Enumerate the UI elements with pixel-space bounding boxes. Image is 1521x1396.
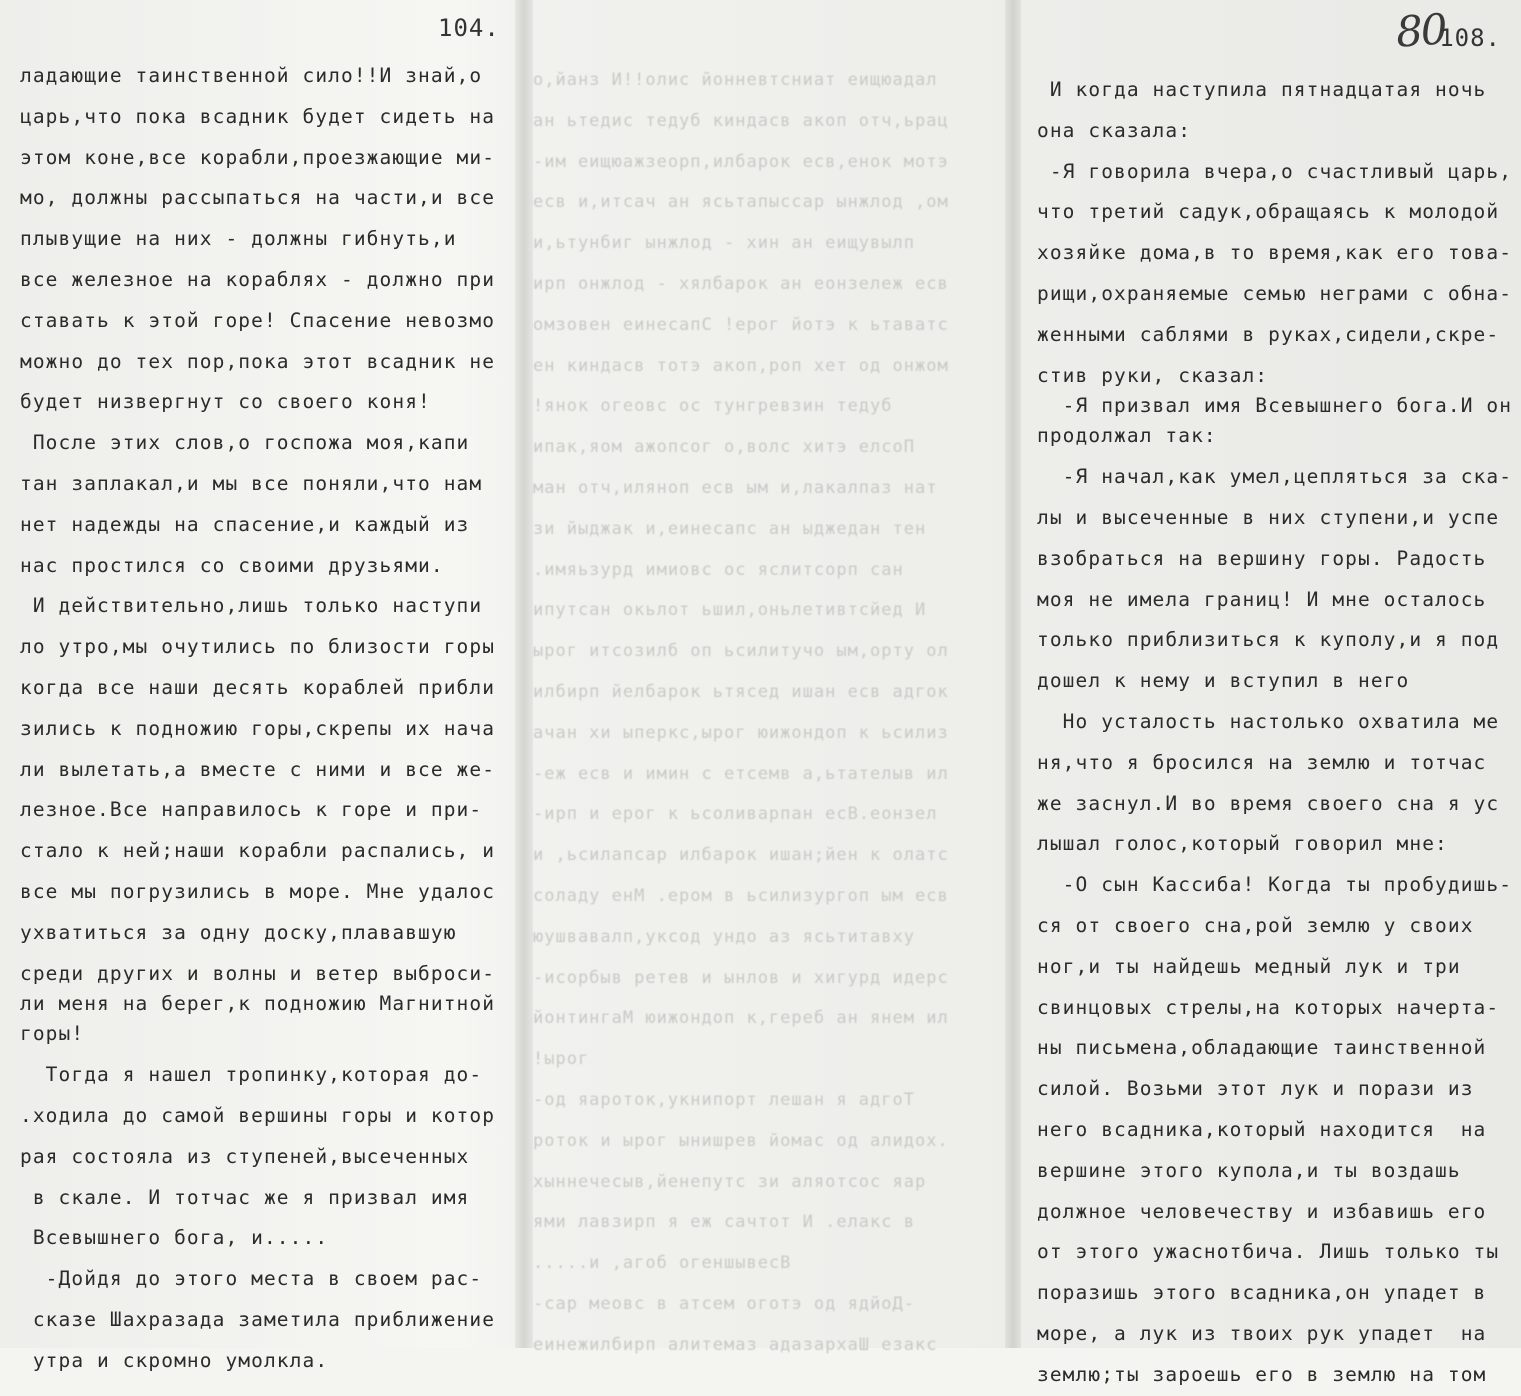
text-line: -Я начал,как умел,цепляться за ска- xyxy=(1037,465,1513,489)
bleed-through-line: ырог итсозилб оп ьсилитучо ым,орту ол xyxy=(533,641,949,662)
text-line: плывущие на них - должны гибнуть,и xyxy=(20,227,457,251)
text-line: моя не имела границ! И мне осталось xyxy=(1037,587,1487,611)
text-line: землю;ты зароешь его в землю на том xyxy=(1037,1362,1487,1386)
text-line: она сказала: xyxy=(1037,118,1192,142)
text-line: него всадника,который находится на xyxy=(1037,1117,1487,1141)
text-line: ладающие таинственной сило!!И знай,о xyxy=(20,64,483,87)
bleed-through-line: !янок огеовс ос тунгревзин тедуб xyxy=(533,396,893,417)
text-line: ся от своего сна,рой землю у своих xyxy=(1037,913,1474,937)
bleed-through-line: -ирп и ерог к ьсоливарпан есВ.еонзел xyxy=(533,804,938,825)
text-line: свинцовых стрелы,на которых начерта- xyxy=(1037,995,1500,1019)
text-line: Всевышнего бога, и..... xyxy=(20,1226,329,1250)
bleed-through-line: омзовен еинесапС !ерог йотэ к ьтаватс xyxy=(533,314,949,335)
text-line: Тогда я нашел тропинку,которая до- xyxy=(20,1063,483,1087)
text-line: в скале. И тотчас же я призвал имя xyxy=(20,1185,470,1209)
text-line: лы и высеченные в них ступени,и успе xyxy=(1037,505,1500,529)
text-line: И действительно,лишь только наступи xyxy=(20,594,483,618)
text-line: хозяйке дома,в то время,как его това- xyxy=(1037,241,1513,265)
text-line: нас простился со своими друзьями. xyxy=(20,553,444,577)
text-line: ны письмена,обладающие таинственной xyxy=(1037,1036,1487,1060)
text-line: -Я говорила вчера,о счастливый царь, xyxy=(1037,159,1513,183)
text-line: зились к подножию горы,скрепы их нача xyxy=(20,716,496,740)
bleed-through-line: юушвавалп,уксод ундо аз ясьтитавху xyxy=(533,926,915,947)
bleed-through-line: и ,ьсилапсар илбарок ишан;йен к олатс xyxy=(533,845,949,866)
bleed-through-text xyxy=(533,60,1003,1366)
text-line: ли вылетать,а вместе с ними и все же- xyxy=(20,757,496,781)
bleed-through-line: есв и,итсач ан ясьтапыссар ынжлод ,ом xyxy=(533,192,949,213)
bleed-through-line: .имяьзурд имиовс ос яслитсорп сан xyxy=(533,559,904,580)
text-line: можно до тех пор,пока этот всадник не xyxy=(20,349,496,373)
right-page-number: 108. xyxy=(1439,24,1501,52)
bleed-through-line: ями лавзирп я еж сачтот И .елакс в xyxy=(533,1212,927,1233)
text-line: взобраться на вершину горы. Радость xyxy=(1037,546,1487,570)
bleed-through-line: хыннечесыв,йенепутс зи аляотсос яар xyxy=(533,1171,927,1192)
text-line: царь,что пока всадник будет сидеть на xyxy=(20,104,496,128)
text-line: ухватиться за одну доску,плававшую xyxy=(20,920,457,944)
text-line: женными саблями в руках,сидели,скре- xyxy=(1037,322,1500,346)
text-line: ня,что я бросился на землю и тотчас xyxy=(1037,750,1487,774)
bleed-through-line: илбирп йелбарок ьтясед ишан есв адгок xyxy=(533,681,949,702)
text-line: продолжал так: xyxy=(1037,424,1217,448)
text-line: должное человечеству и избавишь его xyxy=(1037,1199,1487,1223)
text-line: -О сын Кассиба! Когда ты пробудишь- xyxy=(1037,873,1513,897)
text-line: ло утро,мы очутились по близости горы xyxy=(20,635,496,659)
text-line: от этого ужаснотбича. Лишь только ты xyxy=(1037,1240,1500,1264)
text-line: среди других и волны и ветер выброси- xyxy=(20,961,496,985)
text-line: сказе Шахразада заметила приближение xyxy=(20,1307,496,1331)
bleed-through-line: о,йанз И!!олис йонневтсниат еищюадал xyxy=(533,70,938,90)
text-line: ли меня на берег,к подножию Магнитной xyxy=(20,992,496,1016)
bleed-through-line: ен киндасв тотэ акоп,роп хет од онжом xyxy=(533,355,949,376)
bleed-through-line: ачан хи ыперкс,ырог юижондоп к ьсилиз xyxy=(533,722,949,743)
bleed-through-line: -сар меовс в атсем оготэ од ядйоД- xyxy=(533,1293,938,1314)
text-line: ставать к этой горе! Спасение невозмо xyxy=(20,308,496,332)
bleed-through-line: ман отч,иляноп есв ым и,лакалпаз нат xyxy=(533,477,938,498)
right-page-text xyxy=(1037,70,1512,1396)
text-line: утра и скромно умолкла. xyxy=(20,1348,329,1372)
bleed-through-line: -исорбыв ретев и ынлов и хигурд идерс xyxy=(533,967,949,988)
text-line: ног,и ты найдешь медный лук и три xyxy=(1037,954,1461,978)
bleed-through-line: и,ьтунбиг ынжлод - хин ан еищувылп xyxy=(533,233,915,254)
text-line: стало к ней;наши корабли распались, и xyxy=(20,839,496,863)
text-line: же заснул.И во время своего сна я ус xyxy=(1037,791,1500,815)
text-line: море, а лук из твоих рук упадет на xyxy=(1037,1321,1487,1345)
bleed-through-line: зи йыджак и,еинесапс ан ыджедан тен xyxy=(533,518,927,539)
text-line: рищи,охраняемые семью неграми с обна- xyxy=(1037,281,1513,305)
left-page xyxy=(0,0,525,1372)
right-page xyxy=(1015,0,1521,1386)
text-line: Но усталость настолько охватила ме xyxy=(1037,709,1500,733)
text-line: горы! xyxy=(20,1022,85,1046)
text-line: .ходила до самой вершины горы и котор xyxy=(20,1103,496,1127)
text-line: дошел к нему и вступил в него xyxy=(1037,669,1410,693)
bleed-through-line: !ырог xyxy=(533,1049,590,1070)
text-line: только приблизиться к куполу,и я под xyxy=(1037,628,1500,652)
bleed-through-line: -од яароток,укнипорт лешан я адгоТ xyxy=(533,1089,938,1110)
bleed-through-line: ипутсан окьлот ьшил,оньлетивтсйед И xyxy=(533,600,938,621)
bleed-through-line: еинежилбирп алитемаз адазархаШ езакс xyxy=(533,1334,949,1355)
bleed-through-line: .....и ,агоб огеншывесВ xyxy=(533,1253,803,1274)
text-line: -Дойдя до этого места в своем рас- xyxy=(20,1267,483,1291)
text-line: мо, должны рассыпаться на части,и все xyxy=(20,186,496,210)
text-line: что третий садук,обращаясь к молодой xyxy=(1037,200,1500,224)
bleed-through-line: йонтингаМ юижондоп к,гереб ан янем ил xyxy=(533,1008,949,1029)
text-line: все мы погрузились в море. Мне удалос xyxy=(20,879,496,903)
text-line: тан заплакал,и мы все поняли,что нам xyxy=(20,471,483,495)
text-line: После этих слов,о госпожа моя,капи xyxy=(20,431,470,455)
bleed-through-line: роток и ырог ынишрев йомас од алидох. xyxy=(533,1130,949,1151)
text-line: рая состояла из ступеней,высеченных xyxy=(20,1144,470,1168)
bleed-through-line: ипак,яом ажопсог о,волс хитэ елсоП xyxy=(533,437,927,458)
text-line: поразишь этого всадника,он упадет в xyxy=(1037,1281,1487,1305)
text-line: этом коне,все корабли,проезжающие ми- xyxy=(20,145,496,169)
bleed-through-line: ирп онжлод - хялбарок ан еонзележ есв xyxy=(533,273,949,294)
left-page-number: 104. xyxy=(438,14,500,42)
text-line: когда все наши десять кораблей прибли xyxy=(20,675,496,699)
text-line: все железное на кораблях - должно при xyxy=(20,267,496,291)
left-page-text xyxy=(20,56,495,1382)
bleed-through-area xyxy=(525,0,1015,1355)
bleed-through-line: ан ьтедис тедуб киндасв акоп отч,ьрац xyxy=(533,110,949,131)
text-line: лышал голос,который говорил мне: xyxy=(1037,832,1448,856)
text-line: -Я призвал имя Всевышнего бога.И он xyxy=(1037,394,1513,418)
text-line: И когда наступила пятнадцатая ночь xyxy=(1037,78,1487,101)
text-line: лезное.Все направилось к горе и при- xyxy=(20,798,483,822)
bleed-through-line: -еж есв и имин с етсемв а,ьтателыв ил xyxy=(533,763,949,784)
text-line: стив руки, сказал: xyxy=(1037,363,1269,387)
bleed-through-line: -им еищюажзеорп,илбарок есв,енок мотэ xyxy=(533,151,949,172)
text-line: нет надежды на спасение,и каждый из xyxy=(20,512,470,536)
bleed-through-line: соладу енМ .ером в ьсилизургоп ым есв xyxy=(533,885,949,906)
text-line: силой. Возьми этот лук и порази из xyxy=(1037,1077,1474,1101)
text-line: будет низвергнут со своего коня! xyxy=(20,390,431,414)
page-gutter xyxy=(515,0,533,1348)
handwritten-page-number: 80 xyxy=(1393,4,1447,57)
text-line: вершине этого купола,и ты воздашь xyxy=(1037,1158,1461,1182)
